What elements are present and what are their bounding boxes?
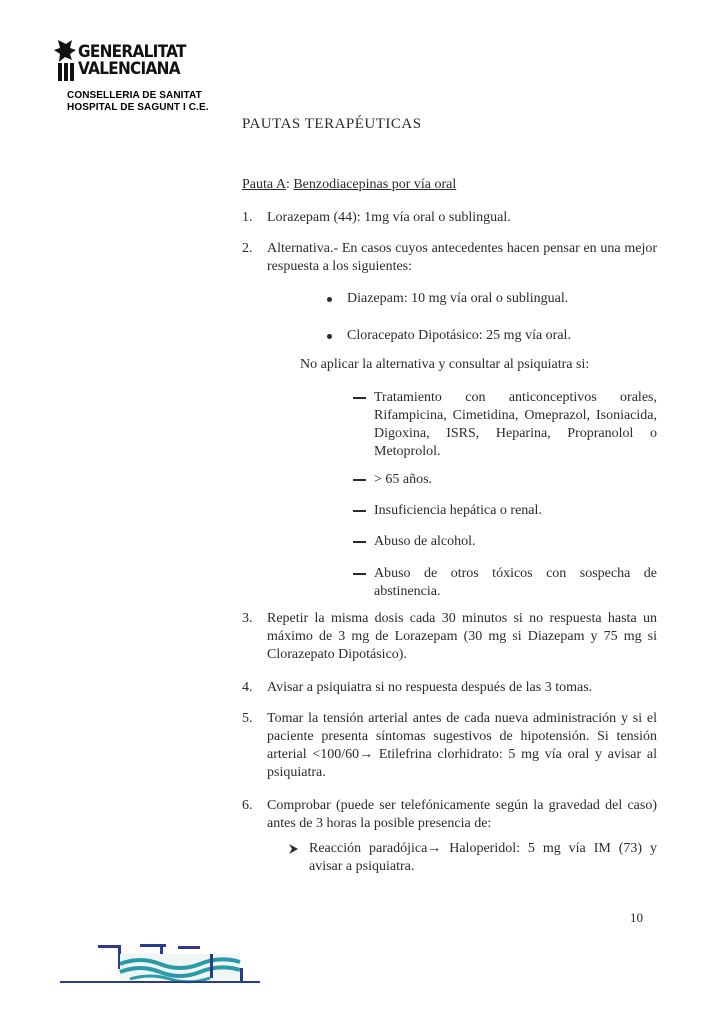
dash-icon xyxy=(353,397,366,399)
contraindication-item xyxy=(353,389,657,461)
contraindication-text: Tratamiento con anticonceptivos orales, Rifampicina, Cimetidina, Omeprazol, Isoniacida, Digoxina, ISRS, Heparina, Propranolol o Metoprolol. xyxy=(374,390,657,459)
contraindication-text: Abuso de otros tóxicos con sospecha de abstinencia. xyxy=(374,566,657,599)
no-aplicar-note: No aplicar la alternativa y consultar al psiquiatra si: xyxy=(300,357,590,372)
item-number: 4. xyxy=(242,680,253,695)
dash-icon xyxy=(353,479,366,481)
item-text: Repetir la misma dosis cada 30 minutos si no respuesta hasta un máximo de 3 mg de Lorazepam (30 mg si Diazepam y 75 mg si Clorazepato Dipotásico). xyxy=(267,611,657,662)
dash-icon xyxy=(353,573,366,575)
paradoxical-text: Reacción paradójica→ Haloperidol: 5 mg vía IM (73) y avisar a psiquiatra. xyxy=(309,841,657,874)
item-number: 6. xyxy=(242,798,253,813)
list-item xyxy=(242,209,657,227)
dash-icon xyxy=(353,541,366,543)
item-text: Alternativa.- En casos cuyos antecedentes hacen pensar en una mejor respuesta a los siguientes: xyxy=(267,241,657,274)
bullet-dot-icon xyxy=(327,334,332,339)
arrowhead-bullet-icon xyxy=(288,840,300,858)
page-title: PAUTAS TERAPÉUTICAS xyxy=(242,116,422,132)
alternative-text: Cloracepato Dipotásico: 25 mg vía oral. xyxy=(347,328,571,343)
alternative-item xyxy=(327,290,657,308)
contraindication-item xyxy=(353,502,657,520)
hospital-footer-logo-icon xyxy=(60,940,260,988)
pauta-label: Pauta A xyxy=(242,177,286,192)
org-name-line1: GENERALITAT xyxy=(78,42,186,62)
contraindication-item xyxy=(353,471,657,489)
bat-emblem-icon xyxy=(52,38,78,86)
page-number: 10 xyxy=(630,910,643,925)
item-text: Avisar a psiquiatra si no respuesta después de las 3 tomas. xyxy=(267,680,593,695)
department-name: CONSELLERIA DE SANITAT xyxy=(67,90,202,101)
item-text: Lorazepam (44): 1mg vía oral o sublingual. xyxy=(267,210,511,225)
contraindication-text: Abuso de alcohol. xyxy=(374,534,476,549)
item-text: Tomar la tensión arterial antes de cada nueva administración y si el paciente presenta síntomas sugestivos de hipotensión. Si tensión arterial <100/60→ Etilefrina clorhidrato: 5 mg vía oral y avisar al psiquiatra. xyxy=(267,711,657,780)
pauta-separator: : xyxy=(285,177,294,192)
list-item xyxy=(242,240,657,276)
list-item xyxy=(242,610,657,664)
dash-icon xyxy=(353,510,366,512)
list-item xyxy=(242,797,657,833)
hospital-name: HOSPITAL DE SAGUNT I C.E. xyxy=(67,102,209,113)
org-name-line2: VALENCIANA xyxy=(78,59,180,79)
paradoxical-reaction-item xyxy=(288,840,657,876)
list-item xyxy=(242,679,657,697)
item-number: 2. xyxy=(242,241,253,256)
pauta-heading xyxy=(242,177,456,193)
contraindication-text: Insuficiencia hepática o renal. xyxy=(374,503,542,518)
list-item xyxy=(242,710,657,782)
item-number: 5. xyxy=(242,711,253,726)
item-number: 1. xyxy=(242,210,253,225)
alternative-item xyxy=(327,327,657,345)
generalitat-logo xyxy=(52,38,222,86)
contraindication-item xyxy=(353,565,657,601)
item-text: Comprobar (puede ser telefónicamente según la gravedad del caso) antes de 3 horas la posible presencia de: xyxy=(267,798,657,831)
alternative-text: Diazepam: 10 mg vía oral o sublingual. xyxy=(347,291,569,306)
contraindication-text: > 65 años. xyxy=(374,472,433,487)
bullet-dot-icon xyxy=(327,297,332,302)
item-number: 3. xyxy=(242,611,253,626)
contraindication-item xyxy=(353,533,657,551)
pauta-name: Benzodiacepinas por vía oral xyxy=(293,177,457,192)
